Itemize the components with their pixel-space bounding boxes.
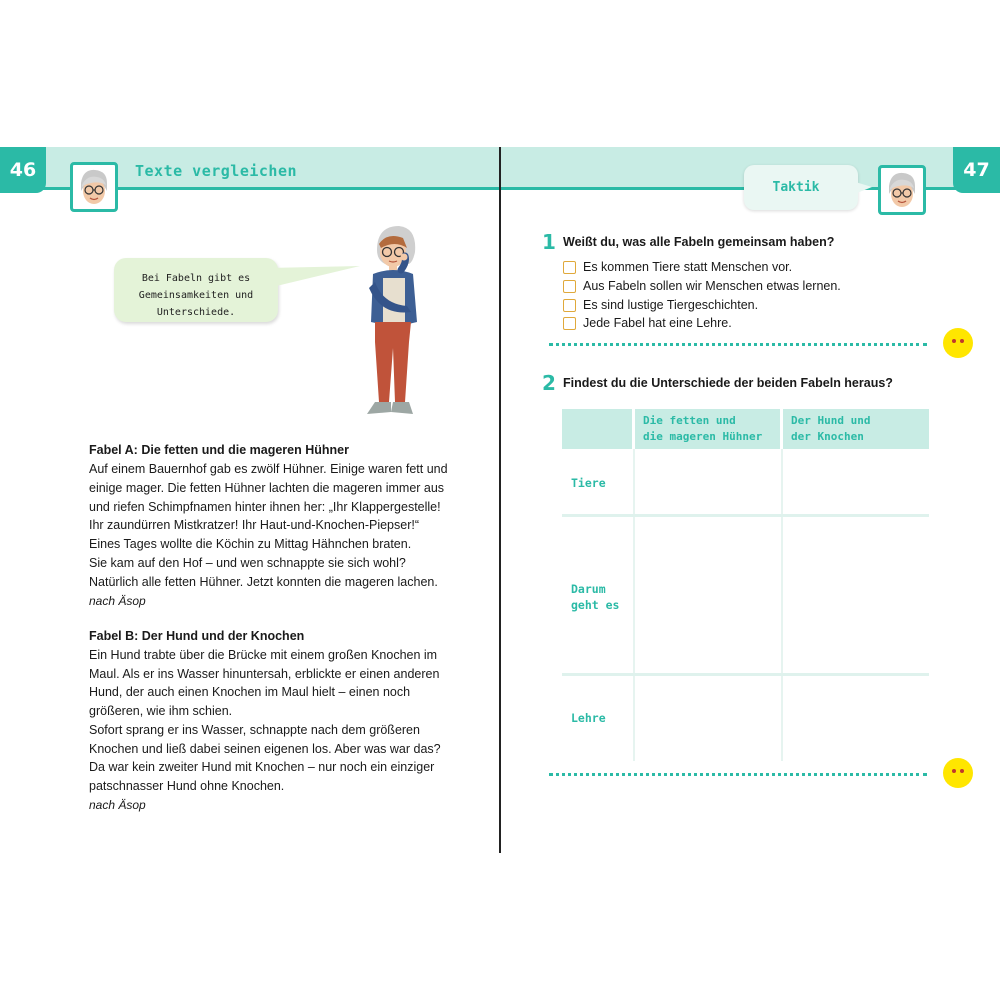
fable-a-line: und riefen Schimpfnamen hinter ihnen her: „Ihr Klappergestelle! bbox=[89, 499, 441, 514]
fable-a-title: Fabel A: Die fetten und die mageren Hühner bbox=[89, 443, 349, 457]
section-title: Texte vergleichen bbox=[135, 162, 298, 180]
row-label-tiere bbox=[571, 475, 606, 491]
fable-b-line: Da war kein zweiter Hund mit Knochen – nur noch ein einziger bbox=[89, 760, 435, 775]
task-2-question: Findest du die Unterschiede der beiden Fabeln heraus? bbox=[563, 376, 893, 390]
answer-cell[interactable] bbox=[635, 451, 780, 513]
task-1-option: Es kommen Tiere statt Menschen vor. bbox=[583, 260, 793, 274]
fable-b-line: Ein Hund trabte über die Brücke mit einem großen Knochen im bbox=[89, 648, 438, 662]
answer-cell[interactable] bbox=[783, 676, 929, 761]
fable-a-line: Auf einem Bauernhof gab es zwölf Hühner. Einige waren fett und bbox=[89, 462, 448, 476]
speech-line: Unterschiede. bbox=[156, 307, 236, 318]
fable-b-line: Maul. Als er ins Wasser hinuntersah, erblickte er einen anderen bbox=[89, 666, 440, 681]
fable-a-line: einige mager. Die fetten Hühner lachten die mageren immer aus bbox=[89, 480, 445, 495]
fable-a-source: nach Äsop bbox=[89, 593, 146, 608]
fable-b-line: Sofort sprang er ins Wasser, schnappte nach dem größeren bbox=[89, 722, 420, 737]
dotted-separator bbox=[549, 343, 927, 346]
dotted-separator bbox=[549, 773, 927, 776]
page-number-right: 47 bbox=[953, 147, 1000, 193]
row-label-lehre bbox=[571, 710, 606, 726]
fable-b-line: Knochen und ließ dabei seinen eigenen los. Aber was war das? bbox=[89, 741, 441, 756]
column-header-line: der Knochen bbox=[791, 430, 864, 443]
checkbox-icon[interactable] bbox=[563, 299, 576, 312]
fable-b-line: größeren, wie ihm schien. bbox=[89, 704, 233, 719]
row-label-darum bbox=[571, 581, 619, 613]
fable-b-line: Hund, der auch einen Knochen im Maul hielt – einen noch bbox=[89, 685, 411, 700]
row-label-line: geht es bbox=[571, 598, 620, 612]
taktik-label: Taktik bbox=[772, 180, 820, 195]
checkbox-icon[interactable] bbox=[563, 261, 576, 274]
smiley-icon bbox=[943, 328, 973, 358]
fable-b bbox=[89, 627, 441, 814]
task-1-option: Es sind lustige Tiergeschichten. bbox=[583, 298, 759, 312]
smiley-icon bbox=[943, 758, 973, 788]
answer-cell[interactable] bbox=[635, 517, 780, 672]
table-header-cell bbox=[635, 409, 780, 449]
column-header-line: Der Hund und bbox=[791, 414, 871, 427]
answer-cell[interactable] bbox=[783, 451, 929, 513]
speech-bubble-tail bbox=[268, 264, 368, 294]
fable-b-line: patschnasser Hund ohne Knochen. bbox=[89, 778, 285, 793]
table-header-blank bbox=[562, 409, 632, 449]
teacher-avatar-icon bbox=[878, 165, 926, 215]
speech-line: Bei Fabeln gibt es bbox=[141, 273, 251, 284]
table-header-cell bbox=[783, 409, 929, 449]
speech-bubble-text bbox=[118, 270, 274, 321]
task-1-question: Weißt du, was alle Fabeln gemeinsam haben? bbox=[563, 235, 835, 249]
answer-cell[interactable] bbox=[783, 517, 929, 672]
fable-b-title: Fabel B: Der Hund und der Knochen bbox=[89, 629, 305, 643]
row-label-line: Tiere bbox=[571, 476, 606, 490]
task-1-option: Jede Fabel hat eine Lehre. bbox=[583, 316, 732, 330]
page-number-left: 46 bbox=[0, 147, 46, 193]
speech-line: Gemeinsamkeiten und bbox=[138, 290, 254, 301]
teacher-illustration bbox=[355, 222, 435, 427]
checkbox-icon[interactable] bbox=[563, 280, 576, 293]
column-header-line: die mageren Hühner bbox=[643, 430, 763, 443]
row-label-line: Lehre bbox=[571, 711, 606, 725]
task-1-number: 1 bbox=[542, 230, 556, 254]
task-2-number: 2 bbox=[542, 371, 556, 395]
column-header-line: Die fetten und bbox=[643, 414, 736, 427]
checkbox-icon[interactable] bbox=[563, 317, 576, 330]
answer-cell[interactable] bbox=[635, 676, 780, 761]
teacher-avatar-icon bbox=[70, 162, 118, 212]
page-divider bbox=[499, 147, 501, 853]
fable-a-line: Sie kam auf den Hof – und wen schnappte sie sich wohl? bbox=[89, 555, 406, 570]
fable-a-line: Ihr zaundürren Mistkratzer! Ihr Haut-und-Knochen-Piepser!“ bbox=[89, 518, 420, 533]
row-label-line: Darum bbox=[571, 582, 606, 596]
task-1-option: Aus Fabeln sollen wir Menschen etwas lernen. bbox=[583, 279, 841, 293]
fable-b-source: nach Äsop bbox=[89, 797, 146, 812]
fable-a-line: Natürlich alle fetten Hühner. Jetzt konnten die mageren lachen. bbox=[89, 574, 438, 589]
fable-a-line: Eines Tages wollte die Köchin zu Mittag Hähnchen braten. bbox=[89, 537, 412, 552]
comparison-table bbox=[562, 409, 929, 761]
fable-a bbox=[89, 441, 448, 610]
